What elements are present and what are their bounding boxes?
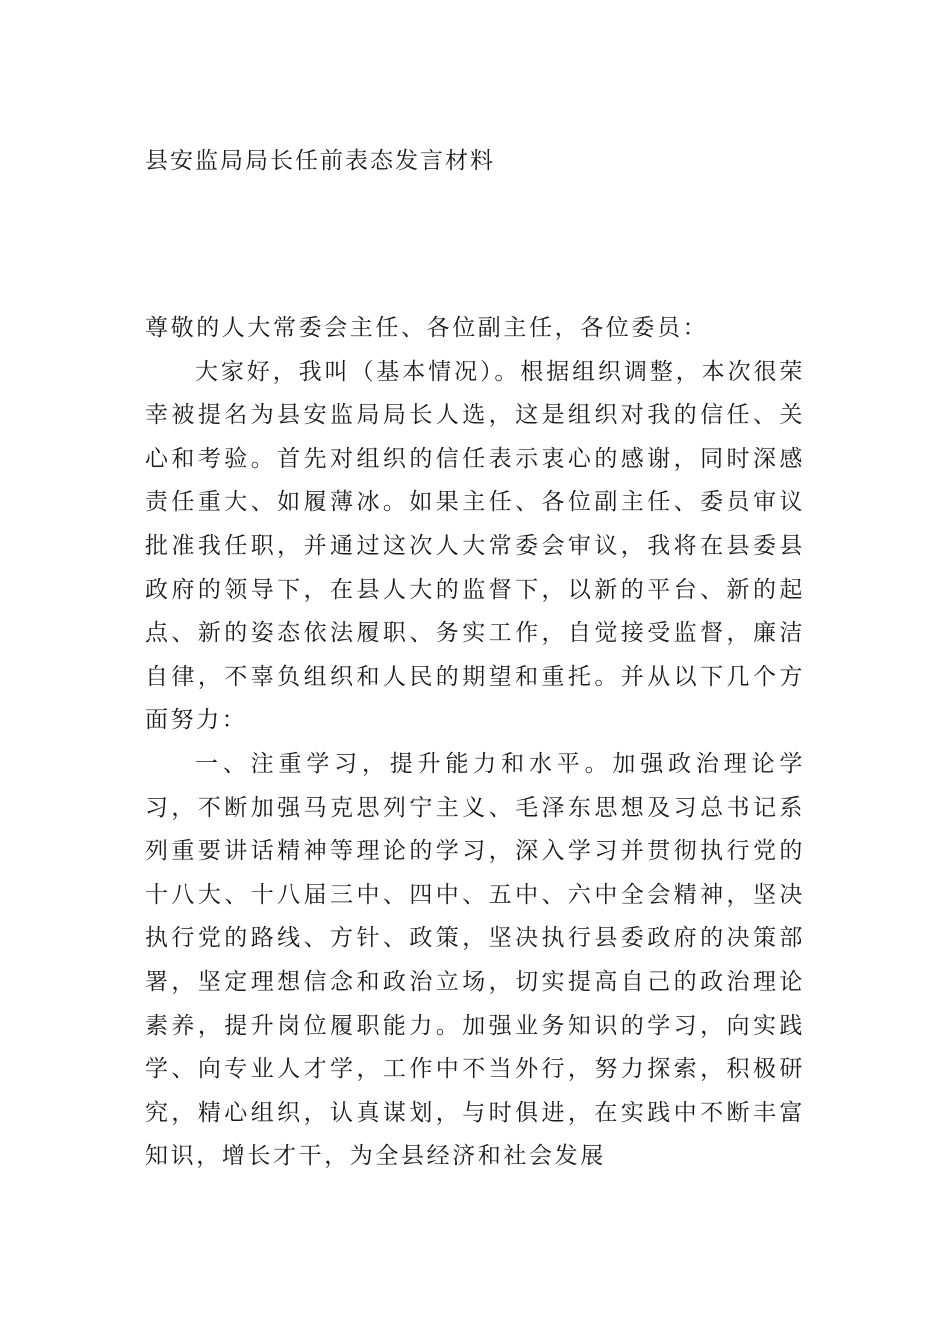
paragraph-intro: 大家好，我叫（基本情况）。根据组织调整，本次很荣幸被提名为县安监局局长人选，这是组织对我的信任、关心和考验。首先对组织的信任表示衷心的感谢，同时深感责任重大、如履薄冰。如果主任、各位副主任、委员审议批准我任职，并通过这次人大常委会审议，我将在县委县政府的领导下，在县人大的监督下，以新的平台、新的起点、新的姿态依法履职、务实工作，自觉接受监督，廉洁自律，不辜负组织和人民的期望和重托。并从以下几个方面努力：	[145, 358, 805, 734]
paragraph-point-one: 一、注重学习，提升能力和水平。加强政治理论学习，不断加强马克思列宁主义、毛泽东思想及习总书记系列重要讲话精神等理论的学习，深入学习并贯彻执行党的十八大、十八届三中、四中、五中、六中全会精神，坚决执行党的路线、方针、政策，坚决执行县委政府的决策部署，坚定理想信念和政治立场，切实提高自己的政治理论素养，提升岗位履职能力。加强业务知识的学习，向实践学、向专业人才学，工作中不当外行，努力探索，积极研究，精心组织，认真谋划，与时俱进，在实践中不断丰富知识，增长才干，为全县经济和社会发展	[145, 750, 805, 1170]
document-title: 县安监局局长任前表态发言材料	[145, 148, 495, 174]
document-body	[145, 307, 805, 1179]
salutation: 尊敬的人大常委会主任、各位副主任，各位委员：	[145, 315, 709, 341]
